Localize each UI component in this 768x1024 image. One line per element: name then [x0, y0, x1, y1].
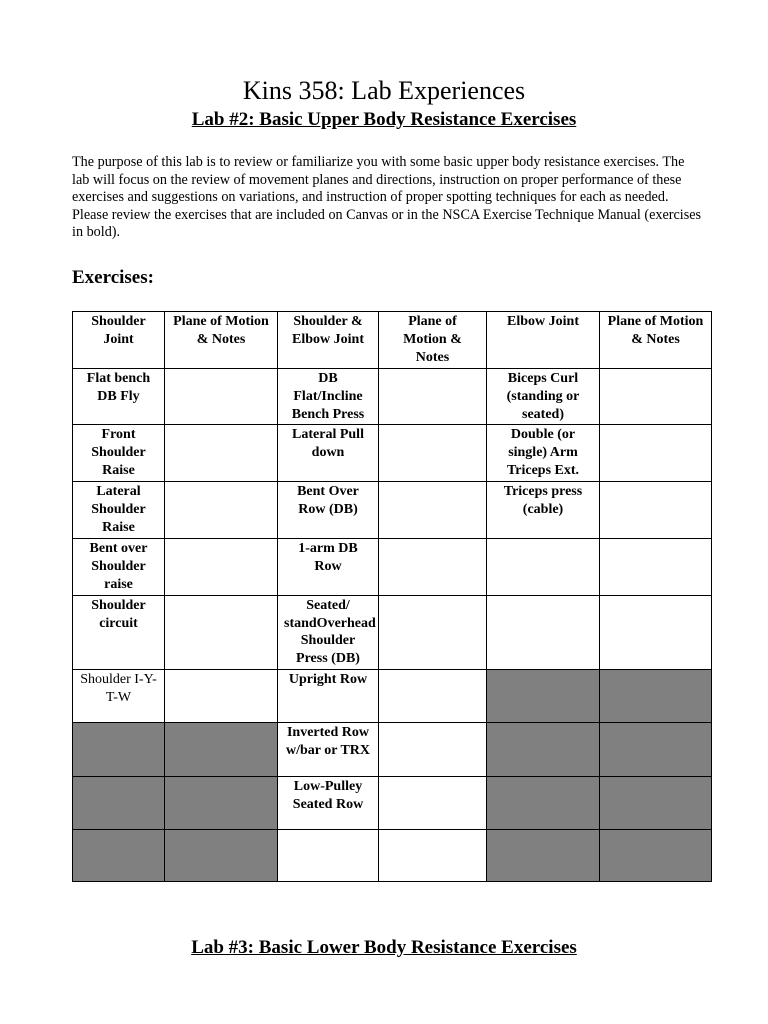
- shaded-cell: [487, 670, 600, 723]
- shaded-cell: [487, 830, 600, 882]
- notes-cell: [165, 538, 278, 595]
- shaded-cell: [165, 723, 278, 777]
- exercise-cell: Front Shoulder Raise: [73, 425, 165, 482]
- notes-cell: [165, 670, 278, 723]
- table-row: [73, 723, 712, 777]
- shaded-cell: [600, 670, 712, 723]
- notes-cell: [600, 482, 712, 539]
- shaded-cell: [73, 830, 165, 882]
- exercise-cell: Lateral Shoulder Raise: [73, 482, 165, 539]
- notes-cell: [379, 482, 487, 539]
- exercise-cell: Seated/ standOverhead Shoulder Press (DB): [278, 595, 379, 670]
- notes-cell: [379, 723, 487, 777]
- shaded-cell: [600, 777, 712, 830]
- header-cell: Plane of Motion & Notes: [379, 312, 487, 369]
- table-row: [73, 777, 712, 830]
- table-row: [73, 538, 712, 595]
- notes-cell: [165, 425, 278, 482]
- empty-cell: [487, 538, 600, 595]
- notes-cell: [165, 368, 278, 425]
- notes-cell: [379, 830, 487, 882]
- notes-cell: [379, 425, 487, 482]
- exercise-cell: Biceps Curl (standing or seated): [487, 368, 600, 425]
- header-cell: Plane of Motion & Notes: [165, 312, 278, 369]
- header-cell: Plane of Motion & Notes: [600, 312, 712, 369]
- table-header-row: [73, 312, 712, 369]
- exercise-cell: Triceps press (cable): [487, 482, 600, 539]
- shaded-cell: [600, 830, 712, 882]
- notes-cell: [379, 538, 487, 595]
- table-row: [73, 482, 712, 539]
- exercise-cell: Shoulder I-Y-T-W: [73, 670, 165, 723]
- notes-cell: [600, 595, 712, 670]
- notes-cell: [379, 368, 487, 425]
- exercise-cell: Shoulder circuit: [73, 595, 165, 670]
- notes-cell: [165, 595, 278, 670]
- shaded-cell: [487, 777, 600, 830]
- lab3-heading: Lab #3: Basic Lower Body Resistance Exercises: [191, 937, 577, 958]
- exercise-cell: Lateral Pull down: [278, 425, 379, 482]
- shaded-cell: [73, 723, 165, 777]
- exercise-cell: Double (or single) Arm Triceps Ext.: [487, 425, 600, 482]
- exercise-cell: 1-arm DB Row: [278, 538, 379, 595]
- intro-paragraph: The purpose of this lab is to review or familiarize you with some basic upper body resistance exercises. The lab will focus on the review of movement planes and directions, instruction on proper performance of these exercises and suggestions on variations, and instruction of proper spotting techniques for each as needed. Please review the exercises that are included on Canvas or in the NSCA Exercise Technique Manual (exercises in bold).: [72, 154, 702, 241]
- shaded-cell: [165, 777, 278, 830]
- shaded-cell: [487, 723, 600, 777]
- exercise-cell: Inverted Row w/bar or TRX: [278, 723, 379, 777]
- page-title: Kins 358: Lab Experiences: [242, 76, 526, 105]
- notes-cell: [379, 777, 487, 830]
- lab2-heading: Lab #2: Basic Upper Body Resistance Exercises: [191, 109, 577, 130]
- header-cell: Elbow Joint: [487, 312, 600, 369]
- exercise-cell: Upright Row: [278, 670, 379, 723]
- header-cell: Shoulder Joint: [73, 312, 165, 369]
- header-cell: Shoulder & Elbow Joint: [278, 312, 379, 369]
- table-row: [73, 595, 712, 670]
- notes-cell: [600, 425, 712, 482]
- exercises-label: Exercises:: [72, 267, 154, 288]
- empty-cell: [487, 595, 600, 670]
- notes-cell: [165, 482, 278, 539]
- shaded-cell: [165, 830, 278, 882]
- shaded-cell: [73, 777, 165, 830]
- exercise-table: [72, 311, 712, 882]
- table-row: [73, 425, 712, 482]
- empty-cell: [278, 830, 379, 882]
- exercise-cell: Low-Pulley Seated Row: [278, 777, 379, 830]
- exercise-cell: Bent Over Row (DB): [278, 482, 379, 539]
- notes-cell: [600, 368, 712, 425]
- shaded-cell: [600, 723, 712, 777]
- table-row: [73, 368, 712, 425]
- exercise-cell: Flat bench DB Fly: [73, 368, 165, 425]
- table-row: [73, 670, 712, 723]
- notes-cell: [379, 670, 487, 723]
- exercise-cell: Bent over Shoulder raise: [73, 538, 165, 595]
- notes-cell: [379, 595, 487, 670]
- notes-cell: [600, 538, 712, 595]
- exercise-cell: DB Flat/Incline Bench Press: [278, 368, 379, 425]
- table-row: [73, 830, 712, 882]
